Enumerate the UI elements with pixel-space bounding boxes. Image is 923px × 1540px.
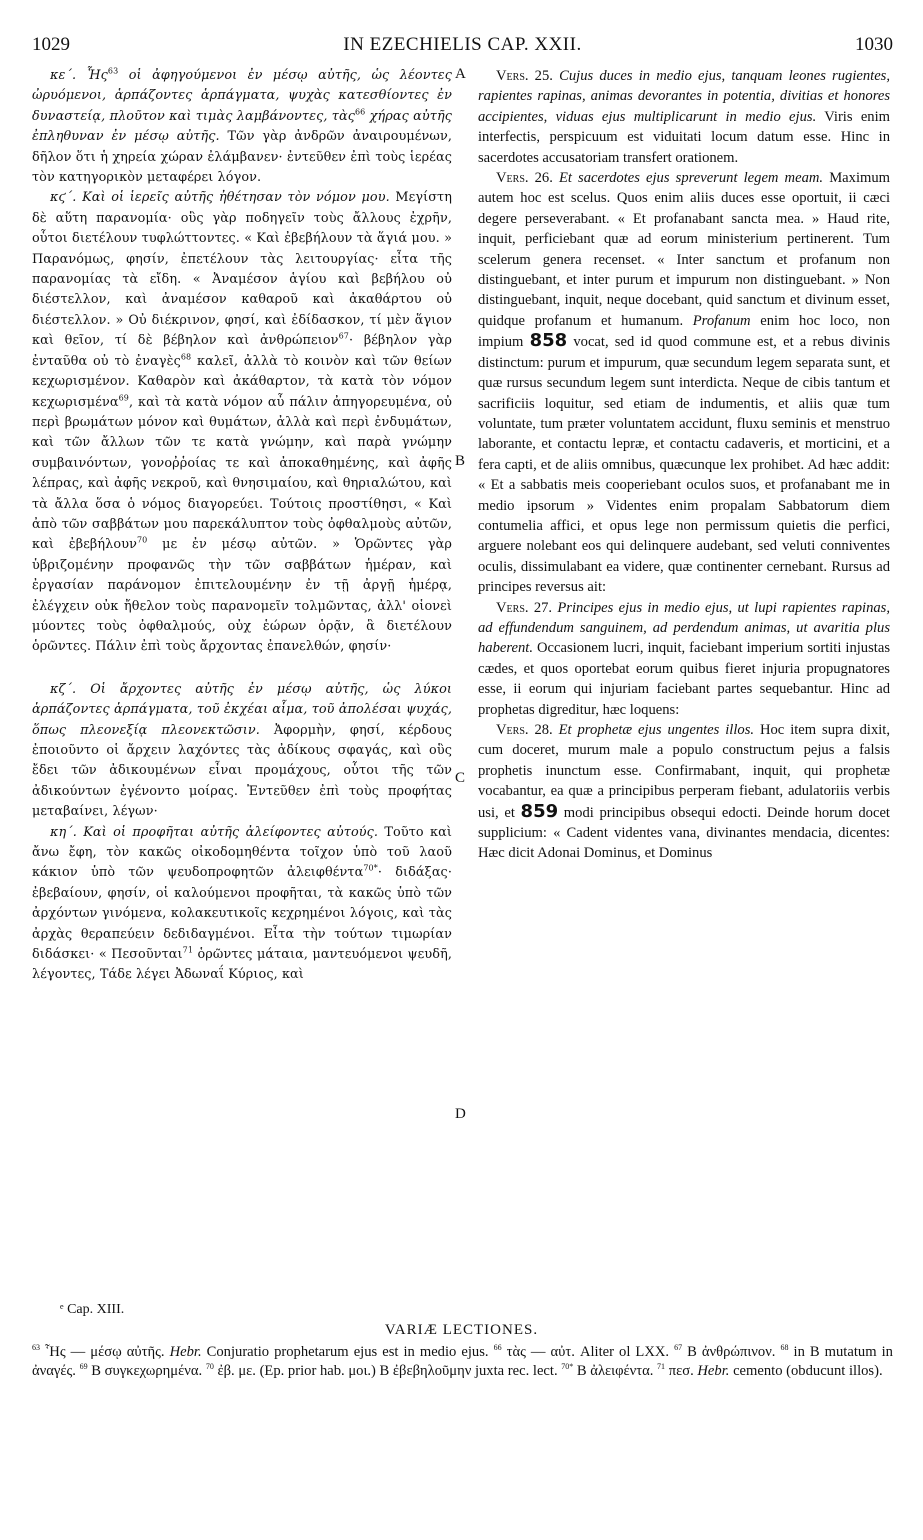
variant-text: B ἀνθρώπινον. — [687, 1344, 776, 1360]
variant-text: B συγκεχωρημένα. — [91, 1363, 203, 1379]
latin-paragraph-25 — [478, 66, 890, 168]
greek-commentary: · διδάξας· ἐβεβαίουν, φησίν, οἱ καλούμενοι προφῆται, τὰ κακῶς ὑπὸ τῶν ἀρχόντων γινόμενα, κολακευτικοῖς κεχρημένοι λόγοις, καὶ τὰς ἀρχὰς θεραπεύειν δεδιδαγμένοι. Εἶτα τὴν τούτων τιμωρίαν διδάσκει· « Πεσοῦνται — [32, 865, 452, 963]
note-ref: 66 — [354, 107, 366, 117]
verse-label: Vers. 25. — [496, 68, 553, 84]
greek-lemma: κζ΄. Οἱ ἄρχοντες αὐτῆς ἐν μέσῳ αὐτῆς, ὡς λύκοι ἁρπάζοντες ἁρπάγματα, τοῦ ἐκχέαι αἷμα, τοῦ ἀπολέσαι ψυχάς, ὅπως πλεονεξίᾳ πλεονεκτῶσιν. — [32, 681, 452, 738]
note-ref: 70 — [205, 1362, 214, 1372]
greek-commentary: Τῶν γὰρ ἀνδρῶν ἀναιρουμένων, δῆλον ὅτι ἡ χηρεία χώραν ἐλάμβανεν· ἐντεῦθεν ἐπὶ τοὺς ἱερέας τὸν κατηγορικὸν μεταφέρει λόγον. — [32, 129, 453, 186]
greek-commentary: Τοῦτο καὶ ἄνω ἔφη, τὸν κακῶς οἰκοδομηθέντα τοῖχον ὑπὸ τοῦ λαοῦ κάκιον ὑπὸ τῶν ψευδοπροφητῶν ἀλειφθέντα — [32, 824, 452, 881]
latin-commentary: vocat, sed id quod commune est, et a rebus divinis distinctum: purum et impurum, quæ secundum legem separata sunt, et quæ rursus secundum legem sunt interdicta. Neque de cibis tantum et sacrificiis loquitur, sed etiam de indumentis, et aliis quæ tum voluntate, tum præter voluntatem accidunt, fluxu seminis et menstruo laborante, et contactu lepræ, et contactu cadaveris, et morticini, et a fera capti, et de aliis omnibus, quæcunque lex prohibet. Ad hæc addit: « Et a sabbatis meis cooperiebant oculos suos, et profanabant me in medio ipsorum » Videntes enim propalam Sabbatorum diem contumelia affici, et opus lege non permissum quietis die perfici, arguere nolebant eos qui delinquere audebant, sed veluti conniventes oculis, dissimulabant ea videre, quæ continenter cernebant. Rursus ad principes reversus ait: — [478, 334, 890, 596]
latin-commentary: Maximum autem hoc est scelus. Quos enim aliis duces esse oportuit, ii cæci degere perseverabant. « Et profanabant sancta mea. » Haud rite, inquit, perficiebant quæ ad eorum ministerium pertinerent. Tum scelerum genera recenset. « Inter sanctum et profanum non distinguebant, et inter purum et impurum non distinguebant. » Non distinguebant, inquit, neque docebant, quid sanctum et divinum esset, quidque profanum et humanum. — [478, 170, 890, 329]
note-ref: 67 — [338, 332, 349, 342]
latin-paragraph-26 — [478, 168, 890, 598]
latin-commentary: Hoc item supra dixit, cum doceret, murum male a populo constructum pejus a falsis prophetis inunctum esse. Confirmabant, inquit, qui prophetæ vocabantur, ea quæ a principibus perperam fiebant, adulatoriis verbis usi, et — [478, 722, 890, 821]
page-number-left: 1029 — [32, 34, 70, 55]
note-ref: 70* — [363, 864, 378, 874]
note-ref: 68 — [180, 352, 192, 362]
greek-lemma: χήρας αὐτῆς ἐπληθυναν ἐν μέσῳ αὐτῆς. — [32, 108, 453, 145]
greek-commentary: Ἀφορμὴν, φησί, κέρδους ἐποιοῦντο οἱ ἄρχειν λαχόντες τὰς ἀδίκους σφαγάς, καὶ οὓς ἔδει τῶν ἀδικουμένων εἶναι προμάχους, οὗτοι τῆς τῶν ἀδικούντων ἐγένοντο μοίρας. Ἐντεῦθεν ἐπὶ τοὺς προφήτας μεταβαίνει, λέγων· — [32, 722, 452, 820]
note-ref: 69 — [118, 393, 129, 403]
variant-text: B ἀλειφέντα. — [576, 1363, 654, 1379]
greek-lemma: οἱ ἀφηγούμενοι ἐν μέσῳ αὐτῆς, ὡς λέοντες ὠρυόμενοι, ἁρπάζοντες ἁρπάγματα, ψυχὰς κατεσθίοντες ἐν δυναστείᾳ, πλοῦτον καὶ τιμὰς λαμβάνοντες, τὰς — [32, 68, 453, 124]
latin-paragraph-27 — [478, 598, 890, 720]
verse-label: Vers. 27. — [496, 599, 553, 616]
latin-lemma: Et sacerdotes ejus spreverunt legem meam. — [558, 170, 824, 187]
note-ref: 63 — [32, 1343, 40, 1353]
variae-lectiones-title: VARIÆ LECTIONES. — [384, 1322, 539, 1338]
variant-text: Ἧς — μέσῳ αὐτῆς. — [45, 1344, 165, 1360]
greek-column — [32, 66, 452, 986]
latin-lemma: Et prophetæ ejus ungentes illos. — [558, 722, 755, 738]
latin-lemma: Principes ejus in medio ejus, ut lupi rapientes rapinas, ad effundendum sanguinem, ad perdendum animas, ut avaritia plus haberent. — [478, 599, 891, 657]
greek-commentary: ὁρῶντες μάταια, μαντευόμενοι ψευδῆ, λέγοντες, Τάδε λέγει Ἀδωναΐ Κύριος, καὶ — [32, 947, 453, 983]
greek-paragraph-27 — [32, 680, 452, 823]
greek-lemma: κϛ΄. Καὶ οἱ ἱερεῖς αὐτῆς ἠθέτησαν τὸν νόμον μου. — [50, 190, 390, 206]
margin-letter-d: D — [455, 1106, 466, 1122]
column-marker: 859 — [520, 800, 559, 822]
margin-letter-b: B — [455, 453, 466, 469]
greek-paragraph-26 — [32, 188, 452, 657]
verse-label: Vers. 28. — [496, 722, 553, 738]
variant-text: ἐβ. με. (Ep. prior hab. μοι.) B ἐβεβηλοῦμην juxta rec. lect. — [217, 1363, 558, 1379]
latin-commentary-italic: Profanum — [692, 312, 751, 329]
variant-text: in B mutatum in ἀναγές. — [32, 1344, 893, 1379]
variant-text: Conjuratio prophetarum ejus est in medio ejus. — [206, 1344, 489, 1360]
note-ref: 70* — [561, 1362, 574, 1372]
note-ref: 63 — [107, 66, 119, 76]
note-ref: 66 — [493, 1343, 502, 1353]
variant-text: Hebr. — [697, 1363, 730, 1379]
margin-letter-a: A — [455, 66, 466, 82]
note-ref: 67 — [674, 1343, 683, 1353]
verse-label: Vers. 26. — [496, 170, 553, 187]
margin-letter-c: C — [455, 770, 466, 786]
greek-commentary: καλεῖ, ἀλλὰ τὸ κοινὸν καὶ τῶν θείων κεχωρισμένον. Καθαρὸν καὶ ἀκάθαρτον, τὰ κατὰ τὸν νόμον κεχωρισμένα — [32, 353, 453, 410]
running-title: IN EZECHIELIS CAP. XXII. — [343, 34, 582, 55]
greek-lemma: κε΄. Ἧς — [50, 68, 108, 83]
footnote: ᵉ Cap. XIII. — [60, 1302, 125, 1317]
latin-commentary: enim hoc loco, non impium — [478, 312, 890, 351]
variae-lectiones-body — [32, 1343, 893, 1381]
greek-commentary: Μεγίστη δὲ αὕτη παρανομία· οὓς γὰρ ποδηγεῖν τοὺς ἄλλους ἐχρῆν, οὗτοι διετέλουν τυφλώττοντες. « Καὶ ἐβεβήλουν τὰ ἅγιά μου. » Παρανόμως, φησίν, ἐπετέλουν τὰς λειτουργίας· εἶτα τῆς παρανομίας τὰ εἴδη. « Ἀναμέσον ἁγίου καὶ βεβήλου οὐ διέστελλον, καὶ ἀναμέσον καθαροῦ καὶ ἀκαθάρτου οὐ διέστελλον. » Οὐ διέκρινον, φησί, καὶ ἐδίδασκον, τί μὲν ἅγιον καὶ θεῖον, τί δὲ βέβηλον καὶ ἀνθρώπειον — [32, 190, 453, 349]
greek-paragraph-25 — [32, 66, 452, 188]
note-ref: 71 — [182, 945, 194, 955]
greek-commentary: , καὶ τὰ κατὰ νόμον αὖ πάλιν ἀπηγορευμένα, οὐ περὶ βρωμάτων μόνον καὶ θυμάτων, ἀλλὰ καὶ περὶ ἐνδυμάτων, καὶ τῶν ἄλλων τῶν τε κατὰ γνώμην, καὶ παρὰ γνώμην συμβαινόντων, γονοῤῥοίας τε καὶ ἀποκαθημένης, καὶ ἀφῆς λέπρας, καὶ ἀφῆς νεκροῦ, καὶ θνησιμαίου, καὶ θηριαλώτου, καὶ τὰ ἄλλα ὅσα ὁ νόμος διαγορεύει. Τούτοις προστίθησι, « Καὶ ἀπὸ τῶν σαββάτων μου παρεκάλυπτον τοὺς ὀφθαλμοὺς αὐτῶν, καὶ ἐβεβήλουν — [32, 394, 452, 553]
latin-commentary: modi principibus obsequi edocti. Deinde horum docet supplicium: « Cadent videntes vana, divinantes mendacia, dicentes: Hæc dicit Adonai Dominus, et Dominus — [478, 804, 890, 862]
note-ref: 70 — [136, 536, 148, 546]
variant-text: cemento (obducunt illos). — [733, 1363, 883, 1379]
variant-text: πεσ. — [668, 1363, 694, 1379]
latin-commentary: Occasionem lucri, inquit, faciebant imperium sortiti injustas cædes, et quos oportebat eorum quibus fieret injuria propugnatores esse, ii eorum qui injuriam faciebant partes sequebantur. Hinc ad prophetas digreditur, hæc loquens: — [478, 640, 890, 718]
note-ref: 69 — [79, 1362, 88, 1372]
column-marker: 858 — [529, 330, 568, 352]
greek-paragraph-28 — [32, 823, 452, 986]
greek-commentary: με ἐν μέσῳ αὐτῶν. » Ὁρῶντες γὰρ ὑβριζομένην προφανῶς τὴν τῶν σαββάτων ἡμέραν, καὶ ἐργασίαν παράνομον ἐπιτελουμένην ἐν τῇ ἀργῇ ἡμέρᾳ, ἐλέγχειν οὐκ ἤθελον τοὺς παρανομεῖν τολμῶντας, ἀλλ' οἱονεὶ μύοντες τοὺς ὀφθαλμούς, οὐχ ἑώρων ὁρᾷν, ἃ διετέλουν ὁρῶντες. Πάλιν ἐπὶ τοὺς ἄρχοντας ἐπανελθών, φησίν· — [32, 537, 453, 655]
variant-text: Hebr. — [169, 1344, 202, 1360]
variant-text: τὰς — αὐτ. Aliter ol LXX. — [506, 1344, 670, 1360]
latin-paragraph-28 — [478, 720, 890, 864]
note-ref: 71 — [657, 1362, 666, 1372]
greek-commentary: · βέβηλον γὰρ ἐνταῦθα οὐ τὸ ἐναγὲς — [32, 333, 452, 369]
greek-lemma: κη΄. Καὶ οἱ προφῆται αὐτῆς ἀλείφοντες αὐτούς. — [50, 824, 379, 840]
latin-column — [478, 66, 890, 864]
note-ref: 68 — [780, 1343, 789, 1353]
page-number-right: 1030 — [855, 34, 893, 55]
latin-lemma: Cujus duces in medio ejus, tanquam leones rugientes, rapientes rapinas, animas devorantes in potentia, divitias et honores accipientes, viduas ejus multiplicarunt in medio ejus. — [478, 68, 891, 125]
latin-commentary: Viris enim interfectis, perspicuum est viduitati locum datum esse. Hinc in sacerdotes accusatoriam transfert orationem. — [478, 108, 890, 166]
running-head — [32, 34, 893, 64]
